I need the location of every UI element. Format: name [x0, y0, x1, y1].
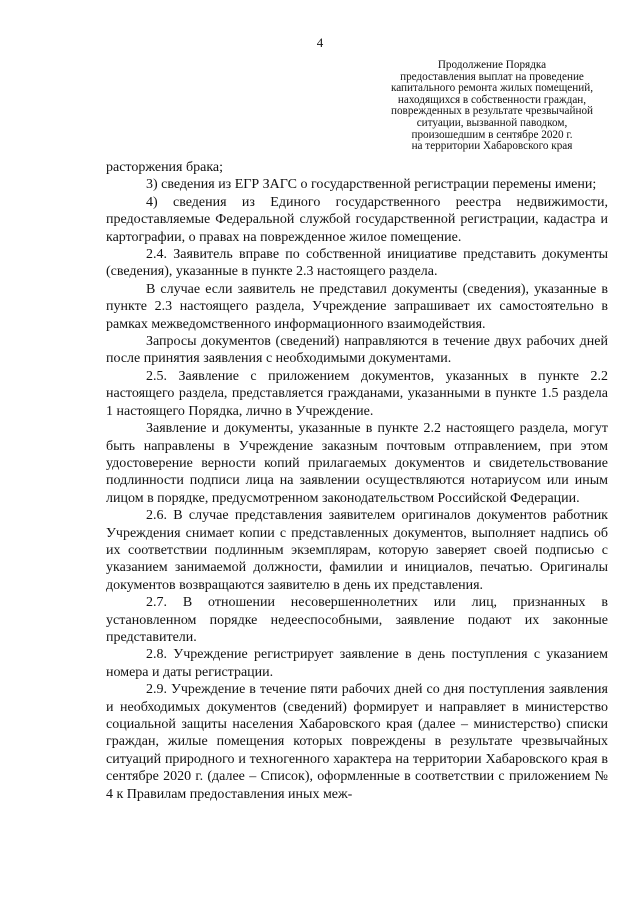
header-line: капитального ремонта жилых помещений,	[390, 82, 594, 95]
header-line: поврежденных в результате чрезвычайной	[390, 105, 594, 118]
paragraph: расторжения брака;	[106, 160, 224, 175]
page-number: 4	[316, 35, 324, 50]
header-line: предоставления выплат на проведение	[400, 70, 584, 83]
paragraph: 2.9. Учреждение в течение пяти рабочих дней со дня поступления заявления и необходимых документов (сведений) формирует и направляет в министерство социальной защиты населения Хабаровского края (далее – министерство) списки граждан, жилые помещения которых повреждены в результате чрезвычайных ситуаций природного и техногенного характера на территории Хабаровского края в сентябре 2020 г. (далее – Список), оформленные в соответствии с приложением № 4 к Правилам предоставления иных меж-	[106, 682, 608, 802]
paragraph: 2.4. Заявитель вправе по собственной инициативе представить документы (сведения), указанные в пункте 2.3 настоящего раздела.	[106, 247, 608, 280]
paragraph: 2.5. Заявление с приложением документов, указанных в пункте 2.2 настоящего раздела, представляется гражданами, указанными в пункте 1.5 раздела 1 настоящего Порядка, лично в Учреждение.	[106, 368, 608, 419]
paragraph: 4) сведения из Единого государственного реестра недвижимости, предоставляемые Федеральной службой государственной регистрации, кадастра и картографии, о правах на поврежденное жилое помещение.	[106, 194, 608, 245]
header-line: на территории Хабаровского края	[411, 140, 573, 153]
paragraph: В случае если заявитель не представил документы (сведения), указанные в пункте 2.3 настоящего раздела, Учреждение запрашивает их самостоятельно в рамках межведомственного информационного взаимодействия.	[106, 281, 608, 332]
document-body	[106, 159, 608, 803]
paragraph: 2.6. В случае представления заявителем оригиналов документов работник Учреждения снимает копии с представленных документов, выполняет надпись об их соответствии подлинным экземплярам, которую заверяет своей подписью с указанием занимаемой должности, фамилии и инициалов, печатью. Оригиналы документов возвращаются заявителю в день их представления.	[106, 508, 608, 593]
header-line: произошедшим в сентябре 2020 г.	[411, 128, 573, 141]
paragraph: 2.7. В отношении несовершеннолетних или лиц, признанных в установленном порядке недееспособными, заявление подают их законные представители.	[106, 595, 608, 645]
paragraph: Запросы документов (сведений) направляются в течение двух рабочих дней после принятия заявления с необходимыми документами.	[106, 334, 608, 367]
paragraph: 2.8. Учреждение регистрирует заявление в день поступления с указанием номера и даты регистрации.	[106, 647, 608, 680]
header-line: находящихся в собственности граждан,	[397, 93, 587, 106]
paragraph: Заявление и документы, указанные в пункте 2.2 настоящего раздела, могут быть направлены в Учреждение заказным почтовым отправлением, при этом удостоверение верности копий прилагаемых документов и свидетельствование подлинности подписи лица на заявлении осуществляются нотариусом или иным лицом в порядке, предусмотренном законодательством Российской Федерации.	[106, 421, 608, 506]
header-line: ситуации, вызванной паводком,	[416, 116, 568, 129]
header-line: Продолжение Порядка	[437, 59, 547, 71]
paragraph: 3) сведения из ЕГР ЗАГС о государственной регистрации перемены имени;	[146, 177, 597, 193]
document-header	[374, 60, 610, 153]
